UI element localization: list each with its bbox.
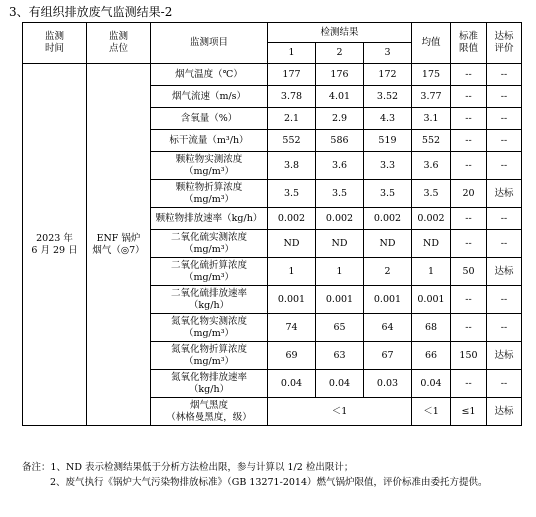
value-cell-v1: 2.1	[268, 108, 316, 130]
value-cell-avg: 3.6	[412, 152, 451, 180]
value-cell-limit: --	[451, 370, 487, 398]
item-cell: 二氧化硫排放速率 （kg/h）	[151, 286, 268, 314]
section-title: 3、有组织排放废气监测结果-2	[9, 5, 173, 19]
value-cell-v2: 4.01	[316, 86, 364, 108]
value-cell-limit: 50	[451, 258, 487, 286]
value-cell-limit: 150	[451, 342, 487, 370]
note-2: 2、废气执行《锅炉大气污染物排放标准》（GB 13271-2014）燃气锅炉限值，评价标准由委托方提供。	[50, 477, 488, 488]
value-cell-v3: 64	[364, 314, 412, 342]
value-cell-v2: 0.04	[316, 370, 364, 398]
value-cell-limit: --	[451, 208, 487, 230]
value-cell-eval: 达标	[487, 258, 522, 286]
item-cell: 颗粒物实测浓度 （mg/m³）	[151, 152, 268, 180]
value-cell-v2: 2.9	[316, 108, 364, 130]
value-cell-v1: 1	[268, 258, 316, 286]
value-cell-v1: 74	[268, 314, 316, 342]
value-cell-eval: --	[487, 152, 522, 180]
header-avg: 均值	[412, 23, 451, 64]
value-cell-v1: 0.002	[268, 208, 316, 230]
value-cell-avg: 175	[412, 64, 451, 86]
item-cell: 含氧量（%）	[151, 108, 268, 130]
value-cell-avg: 3.77	[412, 86, 451, 108]
value-cell-avg: 0.04	[412, 370, 451, 398]
value-cell-avg: 0.002	[412, 208, 451, 230]
value-cell-v2: 3.5	[316, 180, 364, 208]
value-cell-eval: --	[487, 86, 522, 108]
value-cell-v2: 586	[316, 130, 364, 152]
value-cell-eval: 达标	[487, 180, 522, 208]
item-cell: 标干流量（m³/h）	[151, 130, 268, 152]
value-cell-eval: --	[487, 286, 522, 314]
value-cell-v2: 0.001	[316, 286, 364, 314]
value-cell-eval: --	[487, 64, 522, 86]
item-cell: 氮氧化物实测浓度 （mg/m³）	[151, 314, 268, 342]
point-cell: ENF 锅炉 烟气（◎7）	[87, 64, 151, 426]
value-cell-v3: 3.3	[364, 152, 412, 180]
item-cell: 氮氧化物折算浓度 （mg/m³）	[151, 342, 268, 370]
value-cell-limit: --	[451, 152, 487, 180]
value-cell-avg: 3.1	[412, 108, 451, 130]
value-cell-v3: 0.002	[364, 208, 412, 230]
value-cell-avg: ND	[412, 230, 451, 258]
value-cell-eval: --	[487, 370, 522, 398]
value-cell-eval: --	[487, 108, 522, 130]
item-cell: 烟气黑度 （林格曼黑度，级）	[151, 398, 268, 426]
date-cell: 2023 年 6 月 29 日	[23, 64, 87, 426]
value-cell-v3: 172	[364, 64, 412, 86]
header-limit: 标准 限值	[451, 23, 487, 64]
item-cell: 氮氧化物排放速率 （kg/h）	[151, 370, 268, 398]
value-cell-v2: 1	[316, 258, 364, 286]
value-cell-eval: --	[487, 314, 522, 342]
note-1: 备注：1、ND 表示检测结果低于分析方法检出限，参与计算以 1/2 检出限计；	[22, 462, 354, 473]
table-row	[23, 64, 522, 86]
value-cell-v1: ND	[268, 230, 316, 258]
value-cell-v3: ND	[364, 230, 412, 258]
value-cell-v3: 2	[364, 258, 412, 286]
value-cell-v1: 552	[268, 130, 316, 152]
value-cell-v1: 3.8	[268, 152, 316, 180]
value-cell-v2: 63	[316, 342, 364, 370]
value-cell-v1: 177	[268, 64, 316, 86]
value-cell-eval: 达标	[487, 398, 522, 426]
monitoring-results-table	[22, 22, 522, 426]
value-cell-avg: 552	[412, 130, 451, 152]
header-eval: 达标 评价	[487, 23, 522, 64]
item-cell: 烟气温度（℃）	[151, 64, 268, 86]
header-run-2: 2	[316, 43, 364, 64]
value-cell-v2: 65	[316, 314, 364, 342]
value-cell-v1: 3.5	[268, 180, 316, 208]
value-cell-v1: 3.78	[268, 86, 316, 108]
value-cell-v3: 519	[364, 130, 412, 152]
value-cell-limit: --	[451, 230, 487, 258]
value-cell-eval: 达标	[487, 342, 522, 370]
value-cell-v1: 0.04	[268, 370, 316, 398]
item-cell: 颗粒物排放速率（kg/h）	[151, 208, 268, 230]
value-cell-limit: --	[451, 108, 487, 130]
notes	[22, 460, 519, 490]
item-cell: 颗粒物折算浓度 （mg/m³）	[151, 180, 268, 208]
value-cell-limit: ≤1	[451, 398, 487, 426]
value-cell-v2: 0.002	[316, 208, 364, 230]
value-cell-avg: 0.001	[412, 286, 451, 314]
value-cell-eval: --	[487, 130, 522, 152]
item-cell: 二氧化硫实测浓度 （mg/m³）	[151, 230, 268, 258]
value-cell-v1: 69	[268, 342, 316, 370]
value-cell-avg: 3.5	[412, 180, 451, 208]
value-cell-limit: --	[451, 314, 487, 342]
header-results: 检测结果	[268, 23, 412, 43]
value-cell-limit: --	[451, 64, 487, 86]
item-cell: 二氧化硫折算浓度 （mg/m³）	[151, 258, 268, 286]
value-cell-v3: 3.52	[364, 86, 412, 108]
value-cell-eval: --	[487, 208, 522, 230]
value-cell-limit: --	[451, 130, 487, 152]
value-cell-v2: 176	[316, 64, 364, 86]
header-run-1: 1	[268, 43, 316, 64]
value-cell-v2: ND	[316, 230, 364, 258]
value-cell-avg: 1	[412, 258, 451, 286]
value-cell-avg: ＜1	[412, 398, 451, 426]
value-cell-v2: 3.6	[316, 152, 364, 180]
header-item: 监测项目	[151, 23, 268, 64]
value-cell-limit: --	[451, 286, 487, 314]
item-cell: 烟气流速（m/s）	[151, 86, 268, 108]
value-cell-limit: --	[451, 86, 487, 108]
value-cell-v3: 3.5	[364, 180, 412, 208]
header-run-3: 3	[364, 43, 412, 64]
value-cell-v3: 67	[364, 342, 412, 370]
value-cell-limit: 20	[451, 180, 487, 208]
value-cell-v3: 0.001	[364, 286, 412, 314]
header-point: 监测 点位	[87, 23, 151, 64]
value-cell-avg: 68	[412, 314, 451, 342]
value-cell-v1: 0.001	[268, 286, 316, 314]
value-cell-v3: 0.03	[364, 370, 412, 398]
value-cell-avg: 66	[412, 342, 451, 370]
value-cell-eval: --	[487, 230, 522, 258]
header-date: 监测 时间	[23, 23, 87, 64]
merged-value-cell: ＜1	[268, 398, 412, 426]
value-cell-v3: 4.3	[364, 108, 412, 130]
